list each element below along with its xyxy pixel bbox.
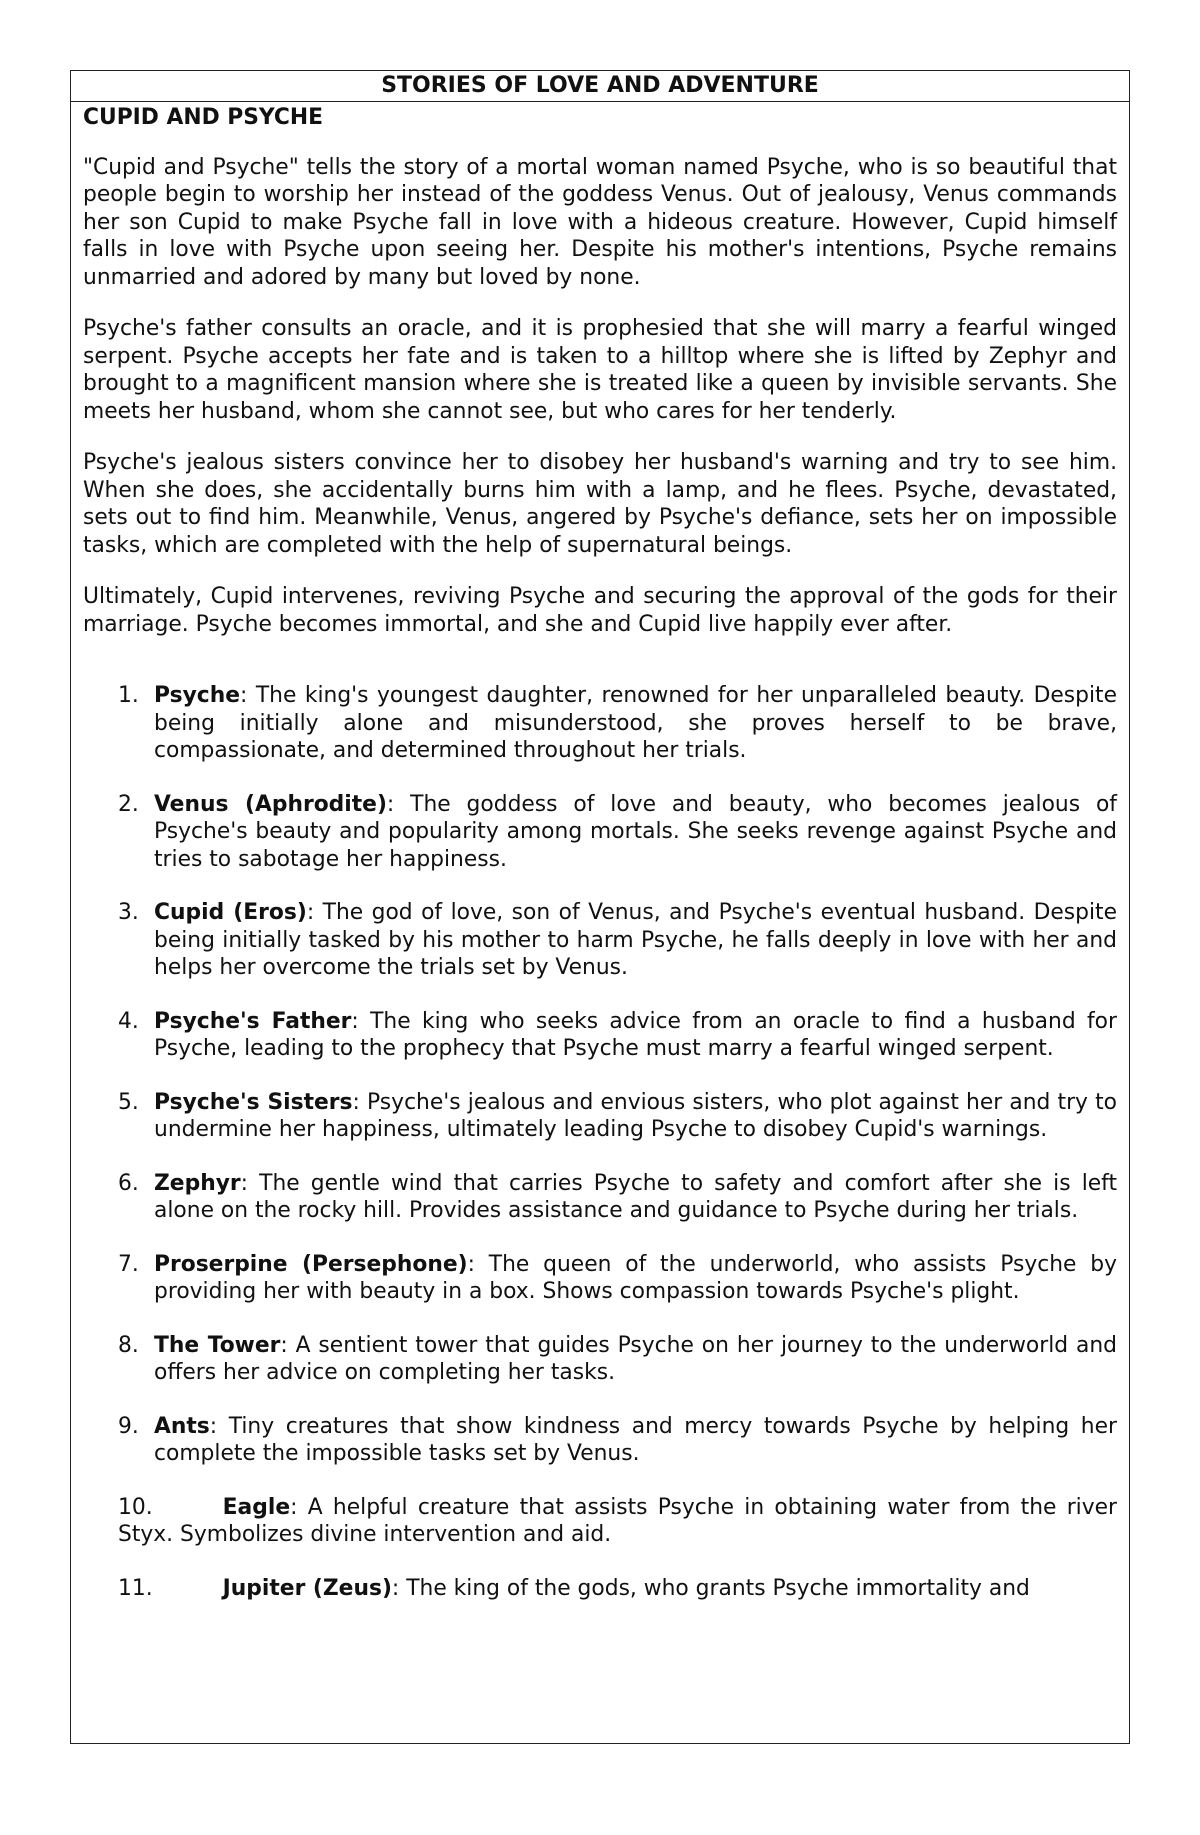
- list-number: 10.: [118, 1494, 153, 1520]
- character-description: : A sentient tower that guides Psyche on her journey to the underworld and offers her advice on completing her tasks.: [154, 1332, 1118, 1385]
- summary-paragraph: Psyche's jealous sisters convince her to disobey her husband's warning and try to see him. When she does, she accidentally burns him with a lamp, and he flees. Psyche, devastated, sets out to find him. Meanwhile, Venus, angered by Psyche's defiance, sets her on impossible tasks, which are completed with the help of supernatural beings.: [83, 450, 1117, 558]
- character-name: Cupid (Eros): [154, 900, 307, 925]
- list-number: 7.: [118, 1251, 139, 1277]
- character-name: Ants: [154, 1413, 210, 1439]
- story-heading: CUPID AND PSYCHE: [83, 105, 324, 130]
- list-item: [83, 1008, 1117, 1063]
- character-description: : The king's youngest daughter, renowned for her unparalleled beauty. Despite being initially alone and misunderstood, she proves herself to be brave, compassionate, and determined throughout her trials.: [154, 683, 1117, 763]
- list-item: [83, 682, 1117, 765]
- character-description: : The king who seeks advice from an oracle to find a husband for Psyche, leading to the prophecy that Psyche must marry a fearful winged serpent.: [154, 1008, 1117, 1061]
- summary-paragraph: Ultimately, Cupid intervenes, reviving Psyche and securing the approval of the gods for their marriage. Psyche becomes immortal, and she and Cupid live happily ever after.: [83, 584, 1117, 637]
- list-item: [83, 1575, 1117, 1603]
- list-number: 8.: [118, 1332, 139, 1358]
- summary-paragraph: "Cupid and Psyche" tells the story of a mortal woman named Psyche, who is so beautiful that people begin to worship her instead of the goddess Venus. Out of jealousy, Venus commands her son Cupid to make Psyche fall in love with a hideous creature. However, Cupid himself falls in love with Psyche upon seeing her. Despite his mother's intentions, Psyche remains unmarried and adored by many but loved by none.: [83, 154, 1117, 290]
- character-description: : A helpful creature that assists Psyche in obtaining water from the river Styx. Symbolizes divine intervention and aid.: [118, 1494, 1117, 1547]
- list-number: 5.: [118, 1089, 139, 1115]
- list-number: 2.: [118, 791, 139, 817]
- character-description: : Tiny creatures that show kindness and mercy towards Psyche by helping her complete the impossible tasks set by Venus.: [154, 1413, 1117, 1466]
- character-name: The Tower: [154, 1332, 281, 1358]
- list-number: 4.: [118, 1008, 139, 1034]
- character-description: : The god of love, son of Venus, and Psyche's eventual husband. Despite being initially tasked by his mother to harm Psyche, he falls deeply in love with her and helps her overcome the trials set by Venus.: [154, 900, 1117, 980]
- character-description: : The goddess of love and beauty, who becomes jealous of Psyche's beauty and popularity among mortals. She seeks revenge against Psyche and tries to sabotage her happiness.: [154, 791, 1117, 872]
- document-title: STORIES OF LOVE AND ADVENTURE: [71, 71, 1129, 102]
- list-item: [83, 1494, 1117, 1549]
- character-description: : Psyche's jealous and envious sisters, who plot against her and try to undermine her happiness, ultimately leading Psyche to disobey Cupid's warnings.: [154, 1089, 1117, 1142]
- character-name: Jupiter (Zeus): [222, 1575, 392, 1601]
- list-item: [83, 1089, 1117, 1144]
- list-item: [83, 1413, 1117, 1468]
- character-name: Psyche's Sisters: [154, 1089, 353, 1115]
- character-name: Eagle: [222, 1494, 291, 1520]
- character-name: Zephyr: [154, 1170, 241, 1196]
- character-description: : The king of the gods, who grants Psyche immortality and: [391, 1575, 1030, 1601]
- list-item: [83, 791, 1117, 874]
- character-name: Venus (Aphrodite): [154, 791, 387, 817]
- document-body: [71, 104, 1129, 1602]
- list-number: 9.: [118, 1413, 139, 1439]
- character-name: Proserpine (Persephone): [154, 1251, 468, 1277]
- character-name: Psyche's Father: [154, 1008, 352, 1034]
- list-number: 6.: [118, 1170, 139, 1196]
- list-item: [83, 1170, 1117, 1225]
- list-number: 11.: [118, 1575, 153, 1601]
- list-item: [83, 899, 1117, 982]
- character-description: : The queen of the underworld, who assists Psyche by providing her with beauty in a box. Shows compassion towards Psyche's plight.: [154, 1251, 1117, 1304]
- character-name: Psyche: [154, 683, 240, 708]
- list-number: 3.: [118, 900, 139, 925]
- list-item: [83, 1251, 1117, 1306]
- document-table: [70, 70, 1130, 1744]
- character-description: : The gentle wind that carries Psyche to safety and comfort after she is left alone on the rocky hill. Provides assistance and guidance to Psyche during her trials.: [154, 1170, 1117, 1223]
- list-item: [83, 1332, 1117, 1387]
- summary-paragraph: Psyche's father consults an oracle, and it is prophesied that she will marry a fearful winged serpent. Psyche accepts her fate and is taken to a hilltop where she is lifted by Zephyr and brought to a magnificent mansion where she is treated like a queen by invisible servants. She meets her husband, whom she cannot see, but who cares for her tenderly.: [83, 316, 1117, 424]
- list-number: 1.: [118, 683, 139, 708]
- character-list: [83, 682, 1117, 1602]
